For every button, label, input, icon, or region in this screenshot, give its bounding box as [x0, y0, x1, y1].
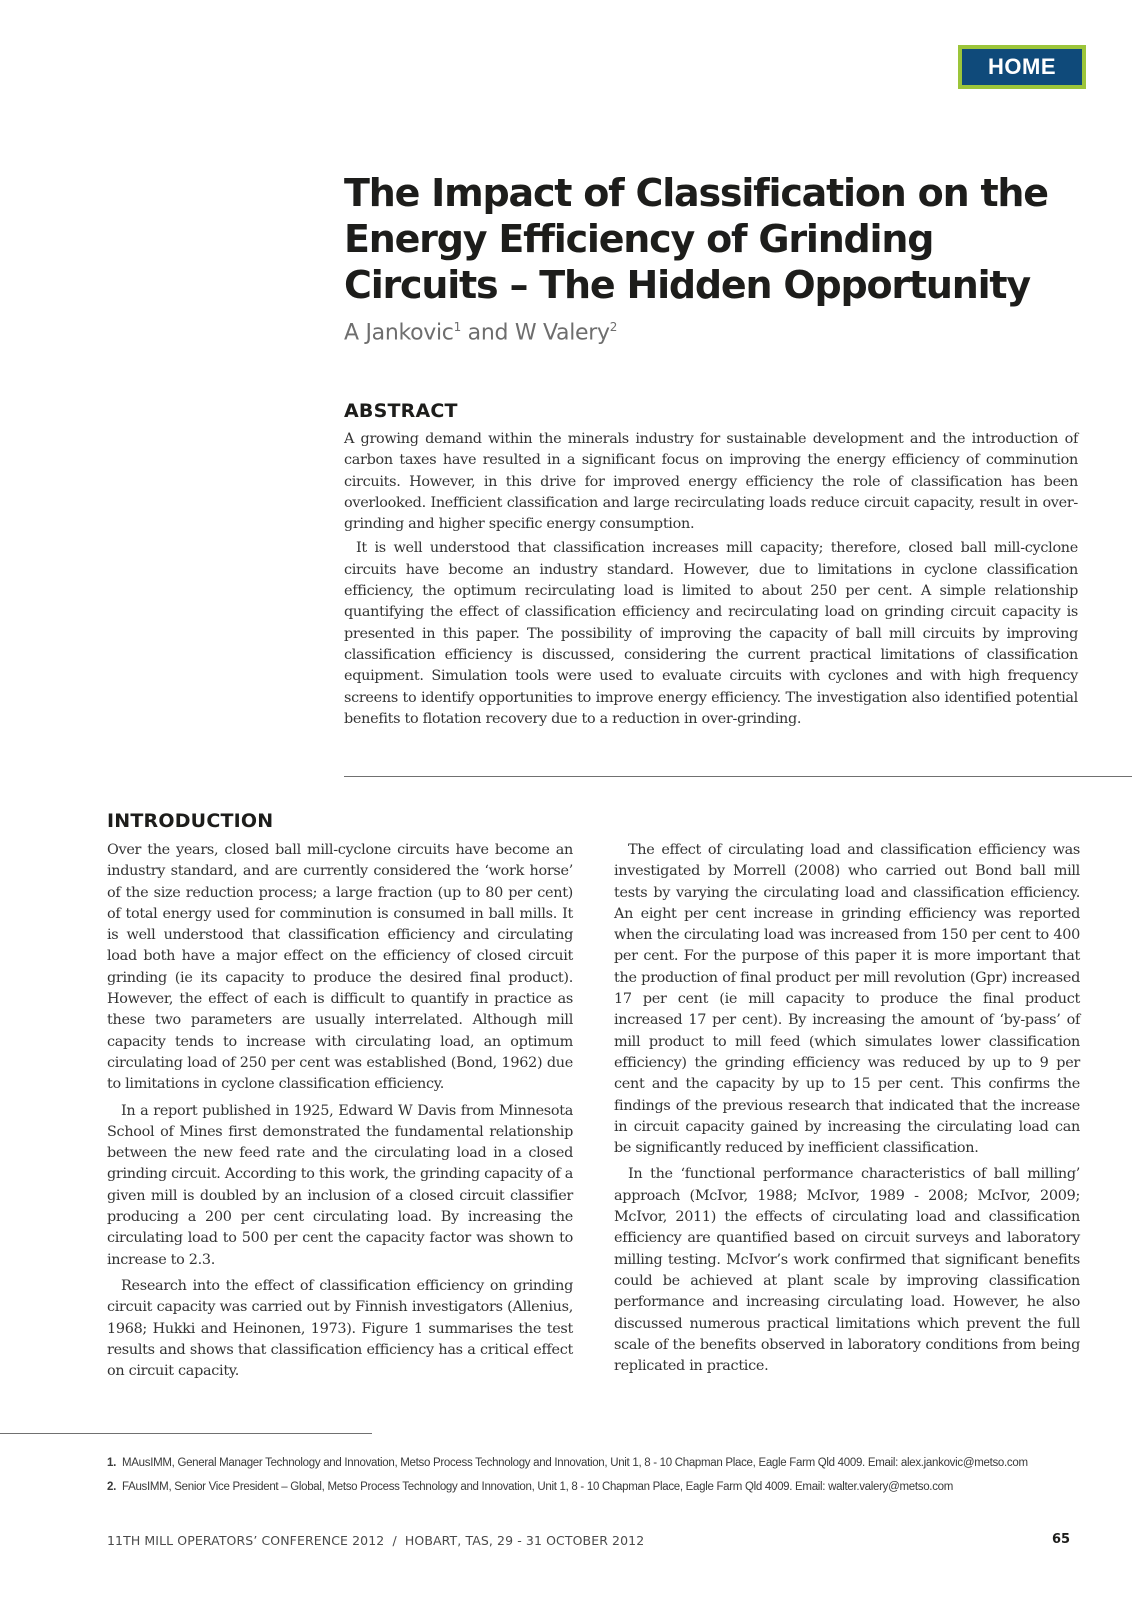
- page-number: 65: [1052, 1532, 1071, 1547]
- body-column-left: [107, 840, 573, 1387]
- footnote-1: [107, 1457, 1107, 1469]
- footnote-text: MAusIMM, General Manager Technology and Innovation, Metso Process Technology and Innovation, Unit 1, 8 - 10 Chapman Place, Eagle Farm Qld 4009. Email: alex.jankovic@metso.com: [122, 1457, 1028, 1469]
- abstract-body: [344, 429, 1078, 730]
- author-connector: and: [460, 320, 515, 346]
- author-2: W Valery: [514, 320, 610, 346]
- body-paragraph: Research into the effect of classification efficiency on grinding circuit capacity was carried out by Finnish investigators (Allenius, 1968; Hukki and Heinonen, 1973). Figure 1 summarises the test results and shows that classification efficiency has a critical effect on circuit capacity.: [107, 1277, 573, 1380]
- body-paragraph: The effect of circulating load and classification efficiency was investigated by Morrell (2008) who carried out Bond ball mill tests by varying the circulating load and classification efficiency. An eight per cent increase in grinding efficiency was reported when the circulating load was increased from 150 per cent to 400 per cent. For the purpose of this paper it is more important that the production of final product per mill revolution (Gpr) increased 17 per cent (ie mill capacity to produce the final product increased 17 per cent). By increasing the amount of ‘by-pass’ of mill product to mill feed (which simulates lower classification efficiency) the grinding efficiency was reduced by up to 9 per cent and the capacity by up to 15 per cent. This confirms the findings of the previous research that indicated that the increase in circuit capacity gained by increasing the circulating load can be significantly reduced by inefficient classification.: [614, 842, 1080, 1157]
- footnote-divider: [0, 1433, 372, 1434]
- body-paragraph: In a report published in 1925, Edward W Davis from Minnesota School of Mines first demonstrated the fundamental relationship between the new feed rate and the circulating load in a closed grinding circuit. According to this work, the grinding capacity of a given mill is doubled by an inclusion of a closed circuit classifier producing a 200 per cent circulating load. By increasing the circulating load to 500 per cent the capacity factor was shown to increase to 2.3.: [107, 1102, 573, 1268]
- body-paragraph: In the ‘functional performance characteristics of ball milling’ approach (McIvor, 1988; McIvor, 1989 - 2008; McIvor, 2009; McIvor, 2011) the effects of circulating load and classification efficiency are quantified based on circuit surveys and laboratory milling testing. McIvor’s work confirmed that significant benefits could be achieved at plant scale by improving classification performance and increasing circulating load. However, he also discussed numerous practical limitations which prevent the full scale of the benefits observed in laboratory conditions from being replicated in practice.: [614, 1166, 1080, 1375]
- footnote-text: FAusIMM, Senior Vice President – Global, Metso Process Technology and Innovation, Unit 1, 8 - 10 Chapman Place, Eagle Farm Qld 4009. Email: walter.valery@metso.com: [122, 1481, 954, 1493]
- home-button[interactable]: HOME: [958, 45, 1086, 89]
- introduction-heading: INTRODUCTION: [107, 810, 274, 832]
- abstract-heading: ABSTRACT: [344, 400, 458, 422]
- author-line: [344, 320, 617, 345]
- body-column-right: [614, 840, 1080, 1382]
- body-paragraph: Over the years, closed ball mill-cyclone circuits have become an industry standard, and are currently considered the ‘work horse’ of the size reduction process; a large fraction (up to 80 per cent) of total energy used for comminution is consumed in ball mills. It is well understood that classification efficiency and circulating load both have a major effect on the efficiency of closed circuit grinding (ie its capacity to produce the desired final product). However, the effect of each is difficult to quantify in practice as these two parameters are usually interrelated. Although mill capacity tends to increase with circulating load, an optimum circulating load of 250 per cent was established (Bond, 1962) due to limitations in cyclone classification efficiency.: [107, 842, 573, 1093]
- author-1: A Jankovic: [344, 320, 454, 346]
- conference-footer: 11TH MILL OPERATORS’ CONFERENCE 2012 / HOBART, TAS, 29 - 31 OCTOBER 2012: [107, 1533, 645, 1548]
- section-divider: [344, 776, 1132, 777]
- abstract-paragraph: A growing demand within the minerals industry for sustainable development and the introduction of carbon taxes have resulted in a significant focus on improving the energy efficiency of comminution circuits. However, in this drive for improved energy efficiency the role of classification has been overlooked. Inefficient classification and large recirculating loads reduce circuit capacity, result in over-grinding and higher specific energy consumption.: [344, 431, 1078, 533]
- footnote-number: 1.: [107, 1457, 116, 1469]
- paper-title: The Impact of Classification on the Energy Efficiency of Grinding Circuits – The Hidden Opportunity: [344, 171, 1048, 307]
- author-1-affiliation-mark: 1: [453, 320, 461, 334]
- footnote-number: 2.: [107, 1481, 116, 1493]
- abstract-paragraph: It is well understood that classification increases mill capacity; therefore, closed ball mill-cyclone circuits have become an industry standard. However, due to limitations in cyclone classification efficiency, the optimum recirculating load is limited to about 250 per cent. A simple relationship quantifying the effect of classification efficiency and recirculating load on grinding circuit capacity is presented in this paper. The possibility of improving the capacity of ball mill circuits by improving classification efficiency is discussed, considering the current practical limitations of classification equipment. Simulation tools were used to evaluate circuits with cyclones and with high frequency screens to identify opportunities to improve energy efficiency. The investigation also identified potential benefits to flotation recovery due to a reduction in over-grinding.: [344, 540, 1078, 727]
- author-2-affiliation-mark: 2: [609, 320, 618, 334]
- footnote-2: [107, 1481, 1107, 1493]
